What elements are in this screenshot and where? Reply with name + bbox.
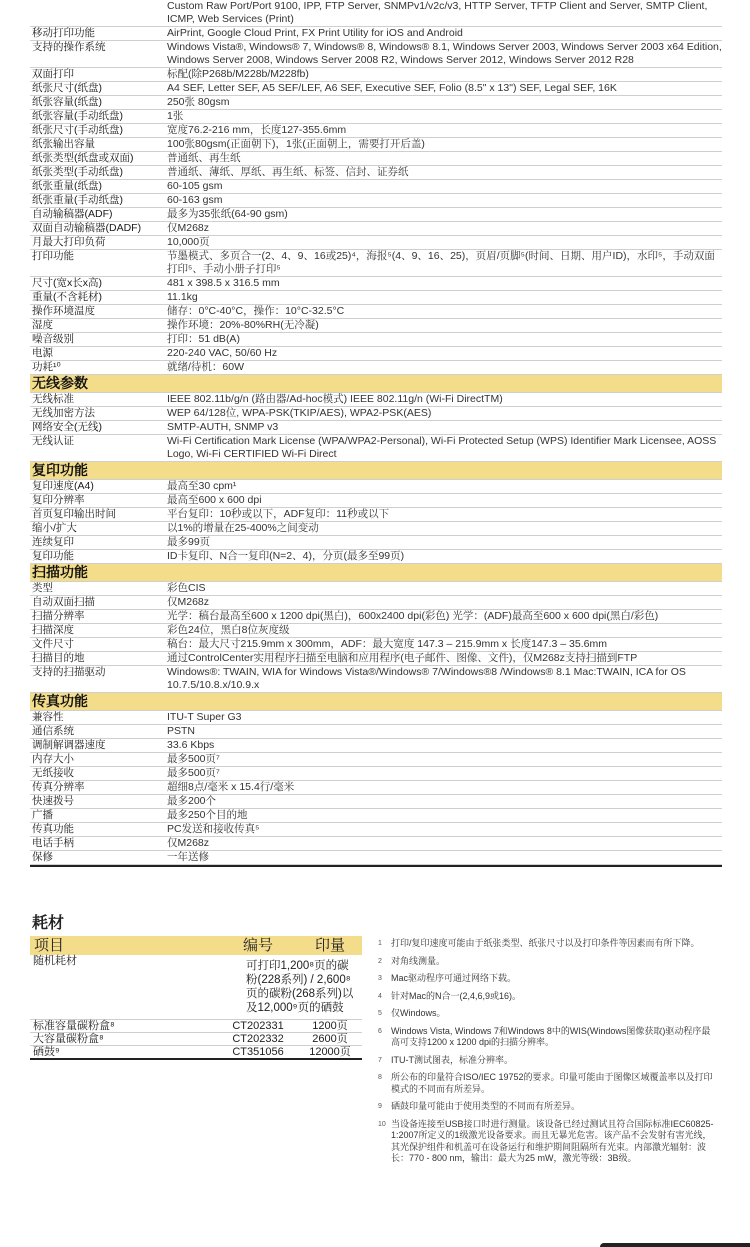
- spec-value: 10,000页: [167, 236, 210, 248]
- spec-label: 缩小/扩大: [32, 522, 77, 534]
- spec-value: Windows®: TWAIN, WIA for Windows Vista®/Windows® 7/Windows®8 /Windows® 8.1 Mac:TWAIN, ICA for OS 10.7.5/10.8.x/10.9.x: [167, 666, 686, 691]
- footnote: [378, 1055, 718, 1067]
- spec-row: [30, 522, 722, 536]
- spec-row: [30, 180, 722, 194]
- spec-value: 稿台：最大尺寸215.9mm x 300mm，ADF：最大宽度 147.3 – 215.9mm x 长度147.3 – 35.6mm: [167, 638, 607, 650]
- spec-value: 一年送修: [167, 851, 209, 863]
- spec-row: [30, 508, 722, 522]
- footnote-text: 所公布的印量符合ISO/IEC 19752的要求。印量可能由于图像区域覆盖率以及打印模式的不同而有所差异。: [391, 1072, 713, 1094]
- spec-row: [30, 152, 722, 166]
- spec-label: 操作环境温度: [32, 305, 95, 317]
- spec-row: [30, 624, 722, 638]
- spec-row: [30, 166, 722, 180]
- footnote: [378, 991, 718, 1003]
- spec-row: [30, 536, 722, 550]
- spec-row: [30, 41, 722, 68]
- spec-value: 最高至30 cpm¹: [167, 480, 237, 492]
- spec-value: Custom Raw Port/Port 9100, IPP, FTP Server, SNMPv1/v2c/v3, HTTP Server, TFTP Client and Server, SMTP Client, ICMP, Web Services (Print): [167, 0, 708, 25]
- spec-label: 支持的操作系统: [32, 41, 106, 53]
- footnote-number: 6: [378, 1027, 382, 1035]
- spec-row: [30, 652, 722, 666]
- spec-row: [30, 407, 722, 421]
- spec-label: 无线标准: [32, 393, 74, 405]
- spec-row: [30, 194, 722, 208]
- spec-value: 打印：51 dB(A): [167, 333, 240, 345]
- footnotes: [378, 938, 718, 1171]
- spec-row: [30, 480, 722, 494]
- header-code: 编号: [218, 936, 298, 955]
- section-fax: 传真功能: [30, 693, 722, 711]
- spec-label: 传真分辨率: [32, 781, 85, 793]
- spec-label: 支持的扫描驱动: [32, 666, 106, 678]
- spec-label: 纸张容量(纸盘): [32, 96, 102, 108]
- spec-label: 尺寸(宽x长x高): [32, 277, 102, 289]
- spec-value: 普通纸、再生纸: [167, 152, 241, 164]
- spec-value: 最高至600 x 600 dpi: [167, 494, 262, 506]
- footnote-text: 硒鼓印量可能由于使用类型的不同而有所差异。: [391, 1101, 581, 1111]
- spec-row: [30, 638, 722, 652]
- spec-row: [30, 421, 722, 435]
- spec-label: 连续复印: [32, 536, 74, 548]
- spec-label: 文件尺寸: [32, 638, 74, 650]
- spec-value: AirPrint, Google Cloud Print, FX Print Utility for iOS and Android: [167, 27, 463, 39]
- spec-row: [30, 582, 722, 596]
- spec-value: 220-240 VAC, 50/60 Hz: [167, 347, 278, 359]
- spec-value: 60-105 gsm: [167, 180, 223, 192]
- spec-row: [30, 809, 722, 823]
- spec-label: 类型: [32, 582, 53, 594]
- consumable-item: 标准容量碳粉盒⁸: [30, 1020, 218, 1033]
- spec-row: [30, 739, 722, 753]
- footnote-number: 4: [378, 992, 382, 1000]
- spec-label: 无纸接收: [32, 767, 74, 779]
- spec-label: 保修: [32, 851, 53, 863]
- spec-label: 移动打印功能: [32, 27, 95, 39]
- consumable-row: [30, 1046, 362, 1060]
- consumable-row: [30, 1033, 362, 1046]
- spec-value: 彩色CIS: [167, 582, 206, 594]
- spec-label: 自动输稿器(ADF): [32, 208, 113, 220]
- spec-value: 以1%的增量在25-400%之间变动: [167, 522, 319, 534]
- spec-label: 月最大打印负荷: [32, 236, 106, 248]
- spec-value: 操作环境：20%-80%RH(无冷凝): [167, 319, 319, 331]
- spec-label: 通信系统: [32, 725, 74, 737]
- spec-value: PSTN: [167, 725, 196, 737]
- spec-row: [30, 711, 722, 725]
- spec-label: 噪音级别: [32, 333, 74, 345]
- spec-row: [30, 82, 722, 96]
- footnote-number: 1: [378, 940, 382, 947]
- spec-label: 纸张容量(手动纸盘): [32, 110, 123, 122]
- consumable-item: 随机耗材: [30, 955, 218, 1020]
- footnote-number: 5: [378, 1010, 382, 1017]
- spec-value: 1张: [167, 110, 184, 122]
- spec-value: 平台复印：10秒或以下，ADF复印：11秒或以下: [167, 508, 390, 520]
- spec-label: 纸张类型(手动纸盘): [32, 166, 123, 178]
- footnote-text: 当设备连接至USB接口时进行测量。该设备已经过测试且符合国际标准IEC60825-1:2007所定义的1级激光设备要求。而且无暴光危害。该产品不会发射有害光线，其光保护组件和机盖可在设备运行和维护期间阻隔所有光束。内部激光辐射：波长：770 - 800 nm，输出：最大为25 mW，激光等级：3B级。: [391, 1118, 714, 1163]
- spec-label: 双面打印: [32, 68, 74, 80]
- spec-row: [30, 236, 722, 250]
- section-scan: 扫描功能: [30, 564, 722, 582]
- spec-value: 仅M268z: [167, 222, 210, 234]
- spec-label: 重量(不含耗材): [32, 291, 102, 303]
- spec-row: [30, 27, 722, 41]
- footnote-text: 对角线测量。: [391, 955, 446, 966]
- spec-row: [30, 767, 722, 781]
- consumable-row: [30, 955, 362, 1020]
- consumable-code: CT202331: [218, 1020, 298, 1033]
- spec-row: [30, 361, 722, 375]
- spec-value: 光学：稿台最高至600 x 1200 dpi(黑白)，600x2400 dpi(彩色) 光学：(ADF)最高至600 x 600 dpi(黑白/彩色): [167, 610, 659, 622]
- consumable-row: [30, 1020, 362, 1033]
- spec-row: [30, 666, 722, 693]
- spec-value: 通过ControlCenter实用程序扫描至电脑和应用程序(电子邮件、图像、文件)，仅M268z支持扫描到FTP: [167, 652, 638, 664]
- spec-label: 扫描深度: [32, 624, 74, 636]
- footnote-text: ITU-T测试图表，标准分辨率。: [391, 1054, 513, 1065]
- spec-value: 最多99页: [167, 536, 211, 548]
- spec-label: 扫描目的地: [32, 652, 85, 664]
- spec-value: 最多200个: [167, 795, 217, 807]
- spec-row: [30, 124, 722, 138]
- spec-value: 仅M268z: [167, 596, 210, 608]
- spec-row: [30, 333, 722, 347]
- consumable-code: 可打印1,200⁸页的碳粉(228系列) / 2,600⁸页的碳粉(268系列)以及12,000⁹页的硒鼓: [218, 955, 362, 1020]
- consumables-table: [30, 936, 362, 1060]
- spec-row: [30, 550, 722, 564]
- spec-label: 功耗¹⁰: [32, 361, 61, 373]
- page-edge-decoration: [600, 1243, 750, 1247]
- consumable-yield: 2600页: [298, 1033, 362, 1046]
- footnote: [378, 1101, 718, 1113]
- spec-row: [30, 110, 722, 124]
- spec-value: IEEE 802.11b/g/n (路由器/Ad-hoc模式) IEEE 802.11g/n (Wi-Fi DirectTM): [167, 393, 503, 405]
- spec-label: 兼容性: [32, 711, 64, 723]
- scan-specs: [30, 582, 722, 693]
- footnote-text: 针对Mac的N合一(2,4,6,9或16)。: [391, 990, 522, 1001]
- spec-table: [30, 0, 722, 867]
- footnote: [378, 1008, 718, 1020]
- spec-label: 内存大小: [32, 753, 74, 765]
- spec-label: 快速拨号: [32, 795, 74, 807]
- spec-label: 无线加密方法: [32, 407, 95, 419]
- spec-label: 广播: [32, 809, 53, 821]
- spec-value: Windows Vista®, Windows® 7, Windows® 8, Windows® 8.1, Windows Server 2003, Windows Server 2003 x64 Edition, Windows Server 2008, Windows Server 2008 R2, Windows Server 2012, Windows Server 2012 R28: [167, 41, 722, 66]
- header-item: 项目: [30, 936, 218, 955]
- spec-row: [30, 347, 722, 361]
- spec-row: [30, 823, 722, 837]
- spec-row: [30, 435, 722, 462]
- spec-value: 储存：0°C-40°C，操作：10°C-32.5°C: [167, 305, 345, 317]
- footnote-number: 3: [378, 975, 382, 982]
- spec-value: 标配(除P268b/M228b/M228fb): [167, 68, 309, 80]
- spec-value: 250张 80gsm: [167, 96, 230, 108]
- spec-value: 最多500页⁷: [167, 767, 220, 779]
- footnote: [378, 973, 718, 985]
- spec-value: 11.1kg: [167, 291, 198, 303]
- spec-value: 33.6 Kbps: [167, 739, 215, 751]
- spec-label: 电源: [32, 347, 53, 359]
- spec-value: Wi-Fi Certification Mark License (WPA/WPA2-Personal), Wi-Fi Protected Setup (WPS) Identifier Mark Licensee, AOSS Logo, Wi-Fi CERTIFIED Wi-Fi Direct: [167, 435, 717, 460]
- spec-value: ID卡复印、N合一复印(N=2、4)，分页(最多至99页): [167, 550, 405, 562]
- spec-row: [30, 68, 722, 82]
- footnote-number: 2: [378, 957, 382, 965]
- spec-row: [30, 96, 722, 110]
- spec-row: [30, 319, 722, 333]
- consumable-yield: 1200页: [298, 1020, 362, 1033]
- spec-row: [30, 0, 722, 27]
- spec-value: PC发送和接收传真⁵: [167, 823, 260, 835]
- spec-value: 节墨模式、多页合一(2、4、9、16或25)⁴，海报⁵(4、9、16、25)，页眉/页脚⁵(时间、日期、用户ID)，水印⁵，手动双面打印⁵、手动小册子打印⁵: [167, 250, 715, 275]
- spec-value: 彩色24位，黑白8位灰度级: [167, 624, 290, 636]
- spec-label: 纸张类型(纸盘或双面): [32, 152, 134, 164]
- spec-row: [30, 753, 722, 767]
- spec-row: [30, 305, 722, 319]
- fax-specs: [30, 711, 722, 867]
- spec-row: [30, 851, 722, 865]
- spec-label: 电话手柄: [32, 837, 74, 849]
- spec-value: 就绪/待机：60W: [167, 361, 245, 373]
- spec-value: SMTP-AUTH, SNMP v3: [167, 421, 279, 433]
- footnote: [378, 938, 718, 950]
- spec-label: 纸张尺寸(手动纸盘): [32, 124, 123, 136]
- spec-label: 纸张尺寸(纸盘): [32, 82, 102, 94]
- spec-label: 扫描分辨率: [32, 610, 85, 622]
- spec-row: [30, 222, 722, 236]
- spec-label: 网络安全(无线): [32, 421, 102, 433]
- spec-label: 纸张输出容量: [32, 138, 95, 150]
- footnote-text: Windows Vista, Windows 7和Windows 8中的WIS(Windows图像获取)驱动程序最高可支持1200 x 1200 dpi的扫描分辨率。: [391, 1025, 711, 1047]
- consumable-item: 大容量碳粉盒⁸: [30, 1033, 218, 1046]
- spec-label: 首页复印输出时间: [32, 508, 116, 520]
- spec-row: [30, 291, 722, 305]
- spec-label: 纸张重量(手动纸盘): [32, 194, 123, 206]
- consumable-code: CT351056: [218, 1046, 298, 1060]
- copy-specs: [30, 480, 722, 564]
- spec-row: [30, 494, 722, 508]
- spec-label: 湿度: [32, 319, 53, 331]
- consumable-code: CT202332: [218, 1033, 298, 1046]
- wireless-specs: [30, 393, 722, 462]
- spec-label: [30, 0, 165, 26]
- consumable-yield: 12000页: [298, 1046, 362, 1060]
- spec-row: [30, 277, 722, 291]
- footnote-text: 打印/复印速度可能由于纸张类型、纸张尺寸以及打印条件等因素而有所下降。: [391, 938, 700, 948]
- general-specs: [30, 0, 722, 375]
- footnote: [378, 1026, 718, 1049]
- spec-row: [30, 596, 722, 610]
- consumable-item: 硒鼓⁹: [30, 1046, 218, 1060]
- spec-value: 最多500页⁷: [167, 753, 220, 765]
- spec-row: [30, 610, 722, 624]
- spec-value: A4 SEF, Letter SEF, A5 SEF/LEF, A6 SEF, Executive SEF, Folio (8.5" x 13") SEF, Legal SEF, 16K: [167, 82, 617, 94]
- spec-label: 纸张重量(纸盘): [32, 180, 102, 192]
- footnote-number: 9: [378, 1103, 382, 1110]
- spec-label: 自动双面扫描: [32, 596, 95, 608]
- section-wireless: 无线参数: [30, 375, 722, 393]
- spec-row: [30, 725, 722, 739]
- spec-row: [30, 138, 722, 152]
- spec-value: 60-163 gsm: [167, 194, 223, 206]
- spec-label: 传真功能: [32, 823, 74, 835]
- spec-value: WEP 64/128位, WPA-PSK(TKIP/AES), WPA2-PSK(AES): [167, 407, 432, 419]
- spec-value: 普通纸、薄纸、厚纸、再生纸、标签、信封、证券纸: [167, 166, 409, 178]
- footnote-number: 10: [378, 1120, 386, 1128]
- consumables-title: 耗材: [32, 915, 65, 932]
- spec-value: 最多250个目的地: [167, 809, 248, 821]
- spec-row: [30, 795, 722, 809]
- spec-value: 100张80gsm(正面朝下)，1张(正面朝上，需要打开后盖): [167, 138, 425, 150]
- header-yield: 印量: [298, 936, 362, 955]
- spec-value: 最多为35张纸(64-90 gsm): [167, 208, 288, 220]
- footnote-number: 8: [378, 1074, 382, 1081]
- spec-row: [30, 837, 722, 851]
- spec-label: 复印速度(A4): [32, 480, 94, 492]
- footnote: [378, 1119, 718, 1165]
- spec-row: [30, 208, 722, 222]
- footnote-number: 7: [378, 1056, 382, 1064]
- footnote: [378, 956, 718, 968]
- spec-label: 复印功能: [32, 550, 74, 562]
- spec-label: 复印分辨率: [32, 494, 85, 506]
- spec-value: 宽度76.2-216 mm，长度127-355.6mm: [167, 124, 347, 136]
- spec-value: 超细8点/毫米 x 15.4行/毫米: [167, 781, 295, 793]
- footnote: [378, 1072, 718, 1095]
- spec-row: [30, 781, 722, 795]
- footnote-text: Mac驱动程序可通过网络下载。: [391, 973, 517, 983]
- spec-label: 打印功能: [32, 250, 74, 262]
- spec-label: 调制解调器速度: [32, 739, 106, 751]
- spec-value: 仅M268z: [167, 837, 210, 849]
- spec-label: 无线认证: [32, 435, 74, 447]
- spec-label: 双面自动输稿器(DADF): [32, 222, 142, 234]
- spec-row: [30, 250, 722, 277]
- spec-value: 481 x 398.5 x 316.5 mm: [167, 277, 280, 289]
- footnote-text: 仅Windows。: [391, 1008, 446, 1018]
- spec-value: ITU-T Super G3: [167, 711, 242, 723]
- section-copy: 复印功能: [30, 462, 722, 480]
- spec-row: [30, 393, 722, 407]
